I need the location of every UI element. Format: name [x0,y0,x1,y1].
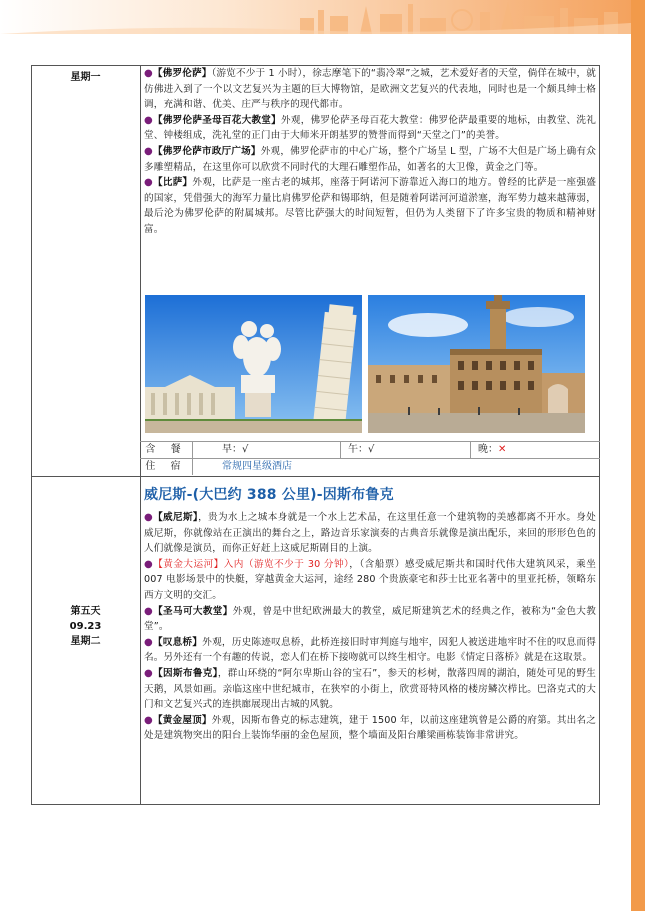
paragraph-text: 外观，历史陈迹叹息桥，此桥连接旧时审判庭与地牢，因犯人被送进地牢时不住的叹息而得名。另外还有一个有趣的传说，恋人们在桥下接吻就可以终生相守。电影《情定日落桥》就是在这取景。 [144,636,596,664]
bullet-icon: ● [144,558,154,570]
bullet-icon: ● [144,68,153,79]
day4-hotel-row [140,458,600,475]
day4-paragraph-duomo [144,113,596,144]
day5-route-title: 威尼斯-(大巴约 388 公里)-因斯布鲁克 [144,487,394,503]
paragraph-text: 外观，佛罗伦萨市的中心广场，整个广场呈 L 型，广场不大但是广场上确有众多雕塑精品，在这里你可以欣赏不同时代的大理石雕塑作品，如著名的大卫像，黄金之门等。 [144,145,596,173]
cross-icon: ✕ [498,444,507,455]
day5-day: 第五天 [70,606,101,617]
hotel-value: 常规四星级酒店 [222,461,292,472]
day5-paragraph-innsbruck [144,666,596,713]
paragraph-text: ，群山环绕的“阿尔卑斯山谷的宝石”，参天的杉树，散落四周的湖泊，随处可见的野生天鹅，风景如画。亲临这座中世纪城市，在狭窄的小街上，欣赏哥特风格的楼房鳞次栉比。巴洛克式的大门和文艺复兴式的连拱廊展现出古城的风貌。 [144,667,597,711]
bullet-icon: ● [144,605,154,617]
day-row-divider [31,476,600,477]
day5-content [144,510,596,744]
bullet-icon: ● [144,177,153,189]
dinner-label: 晚： [478,444,498,455]
bullet-icon: ● [144,512,154,523]
day4-paragraph-pisa [144,175,596,237]
day5-paragraph-bridge-of-sighs [144,635,596,666]
day5-paragraph-grand-canal [144,557,596,604]
day4-content [144,66,596,238]
day5-date: 09.23 [69,621,102,632]
day4-meals-row [140,441,600,458]
cell-divider [470,442,471,458]
day-column-divider [140,65,141,805]
day4-weekday: 星期一 [70,72,101,83]
paragraph-text: ，（含船票）感受威尼斯共和国时代伟大建筑风采，乘坐 007 电影场景中的快艇，穿越黄金大运河，途经 280 个贵族豪宅和莎士比亚名著中的里亚托桥，领略东西方文明的交汇。 [144,558,596,601]
bullet-icon: ● [144,667,154,679]
keyword: 【叹息桥】 [152,636,203,648]
right-accent-stripe [631,0,645,911]
keyword: 【佛罗伦萨圣母百花大教堂】 [152,114,281,126]
bullet-icon: ● [144,145,153,157]
keyword: 【比萨】 [152,177,193,189]
keyword: 【威尼斯】 [153,512,199,523]
day5-label [31,604,140,649]
day5-weekday: 星期二 [70,636,101,647]
cell-divider [192,459,193,475]
breakfast-status: 早：√ [222,444,249,455]
hotel-label: 住 宿 [145,461,187,472]
paragraph-text: 外观，曾是中世纪欧洲最大的教堂，威尼斯建筑艺术的经典之作，被称为“金色大教堂”。 [144,605,596,633]
paragraph-text: ，贵为水上之城本身就是一个水上艺术品，在这里任意一个建筑物的美感都离不开水。身处威尼斯，你就像站在正演出的舞台之上，路边音乐家演奏的古典音乐就像是演出配乐，来回的形形色色的人们就像是演员，而你正好赶上这威尼斯剧目的上演。 [144,512,596,555]
bullet-icon: ● [144,714,153,726]
bullet-icon: ● [144,636,153,648]
day5-paragraph-golden-roof [144,713,596,744]
day4-paragraph-florence [144,66,596,113]
paragraph-text: 外观，因斯布鲁克的标志建筑，建于 1500 年，以前这座建筑曾是公爵的府第。其出名之处是建筑物突出的阳台上装饰华丽的金色屋顶，整个墙面及阳台雕梁画栋装饰非常讲究。 [144,714,596,742]
bullet-icon: ● [144,114,153,126]
meals-label: 含 餐 [145,444,187,455]
cell-divider [340,442,341,458]
skyline-banner-graphic [0,0,645,34]
top-banner [0,0,645,34]
dinner-status [478,442,506,458]
keyword-highlight: 【黄金大运河】入内（游览不少于 30 分钟） [153,558,350,570]
keyword: 【因斯布鲁克】 [153,667,218,679]
lunch-status: 午：√ [348,444,375,455]
paragraph-text: 外观，佛罗伦萨圣母百花大教堂：佛罗伦萨最重要的地标，由教堂、洗礼堂、钟楼组成，洗礼堂的正门由于大师米开朗基罗的赞誉而得到“天堂之门”的美誉。 [144,114,596,142]
day5-paragraph-venice [144,510,596,557]
keyword: 【黄金屋顶】 [152,714,212,726]
keyword: 【圣马可大教堂】 [153,605,233,617]
photo-pisa-tower [145,295,362,433]
keyword: 【佛罗伦萨市政厅广场】 [152,145,261,157]
keyword: 【佛罗伦萨】 [152,68,212,79]
paragraph-text: 外观，比萨是一座古老的城邦，座落于阿诺河下游靠近入海口的地方。曾经的比萨是一座强盛的国家，凭借强大的海军力量比肩佛罗伦萨和锡耶纳，但是随着阿诺河河道淤塞，海军势力越来越薄弱，最后沦为佛罗伦萨的附属城邦。尽管比萨强大的时间短暂，但仍为人类留下了许多宝贵的物质和精神财富。 [144,177,596,235]
day4-paragraph-signoria [144,144,596,175]
cell-divider [192,442,193,458]
photo-palazzo-vecchio [368,295,585,433]
paragraph-text: （游览不少于 1 小时），徐志摩笔下的“翡冷翠”之城，艺术爱好者的天堂，倘佯在城中，就仿佛进入到了一个以文艺复兴为主题的巨大博物馆，是欧洲文艺复兴的代表地，同时也是一个颇具绅士格调，充满和谐、优美、庄严与秩序的现代都市。 [144,68,596,111]
day5-paragraph-san-marco [144,604,596,635]
